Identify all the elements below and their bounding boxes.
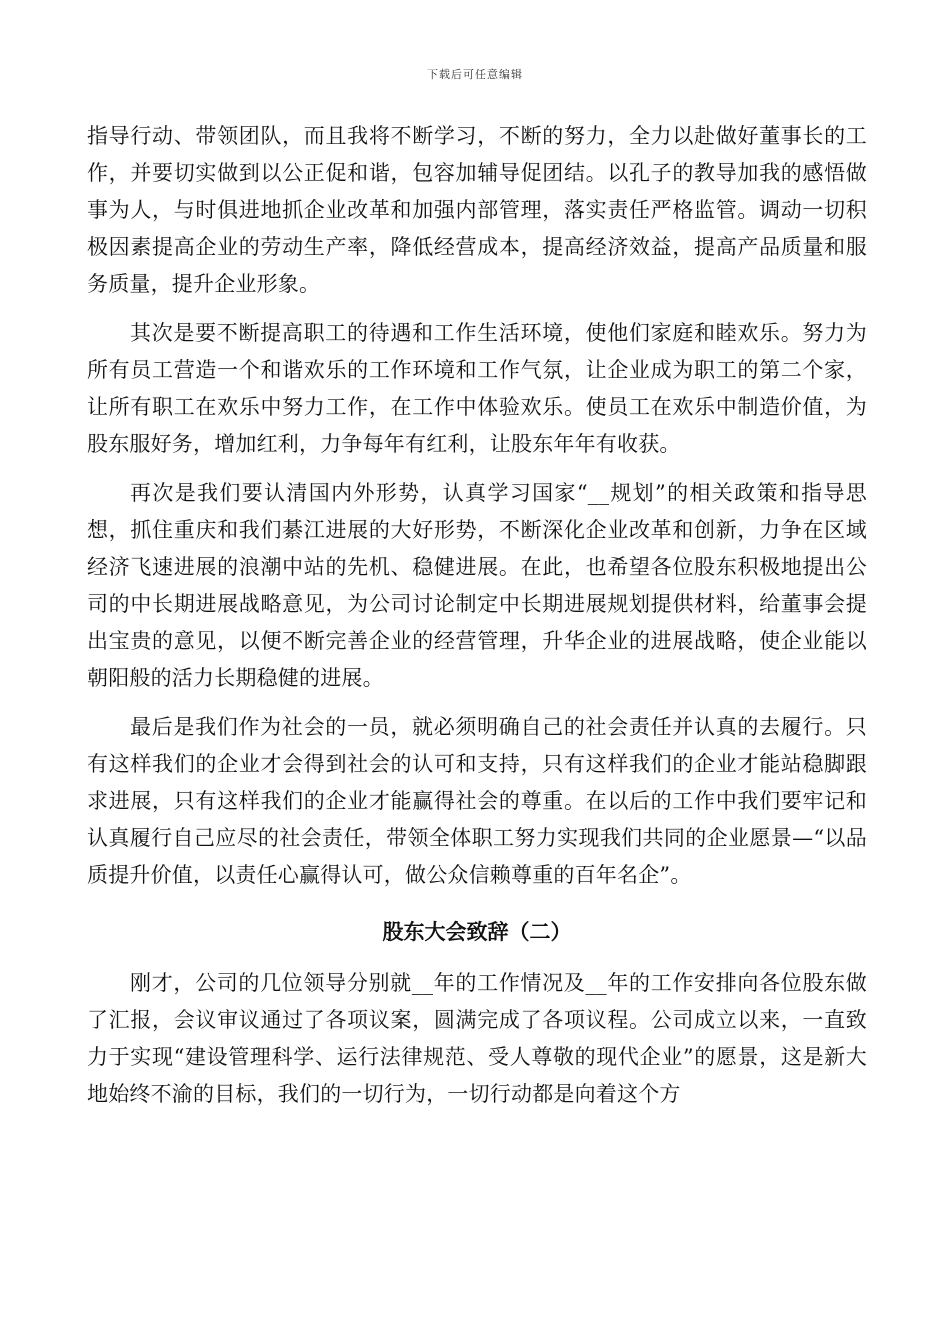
page-header-note: 下载后可任意编辑	[427, 68, 523, 81]
section-title: 股东大会致辞（二）	[382, 920, 572, 944]
paragraph-4: 最后是我们作为社会的一员，就必须明确自己的社会责任并认真的去履行。只有这样我们的企业才会得到社会的认可和支持，只有这样我们的企业才能站稳脚跟求进展，只有这样我们的企业才能赢得社会的尊重。在以后的工作中我们要牢记和认真履行自己应尽的社会责任，带领全体职工努力实现我们共同的企业愿景—“以品质提升价值，以责任心赢得认可，做公众信赖尊重的百年名企”。	[87, 715, 867, 887]
paragraph-3: 再次是我们要认清国内外形势，认真学习国家“__规划”的相关政策和指导思想，抓住重庆和我们綦江进展的大好形势，不断深化企业改革和创新，力争在区域经济飞速进展的浪潮中站的先机、稳健进展。在此，也希望各位股东积极地提出公司的中长期进展战略意见，为公司讨论制定中长期进展规划提供材料，给董事会提出宝贵的意见，以便不断完善企业的经营管理，升华企业的进展战略，使企业能以朝阳般的活力长期稳健的进展。	[87, 481, 867, 690]
document-body	[87, 118, 867, 1113]
paragraph-1: 指导行动、带领团队，而且我将不断学习，不断的努力，全力以赴做好董事长的工作，并要切实做到以公正促和谐，包容加辅导促团结。以孔子的教导加我的感悟做事为人，与时俱进地抓企业改革和加强内部管理，落实责任严格监管。调动一切积极因素提高企业的劳动生产率，降低经营成本，提高经济效益，提高产品质量和服务质量，提升企业形象。	[87, 124, 867, 296]
paragraph-2: 其次是要不断提高职工的待遇和工作生活环境，使他们家庭和睦欢乐。努力为所有员工营造一个和谐欢乐的工作环境和工作气氛，让企业成为职工的第二个家，让所有职工在欢乐中努力工作，在工作中体验欢乐。使员工在欢乐中制造价值，为股东服好务，增加红利，力争每年有红利，让股东年年有收获。	[87, 321, 867, 456]
section-paragraph-1: 刚才，公司的几位领导分别就__年的工作情况及__年的工作安排向各位股东做了汇报，会议审议通过了各项议案，圆满完成了各项议程。公司成立以来，一直致力于实现“建设管理科学、运行法律规范、受人尊敬的现代企业”的愿景，这是新大地始终不渝的目标，我们的一切行为，一切行动都是向着这个方	[87, 971, 867, 1106]
